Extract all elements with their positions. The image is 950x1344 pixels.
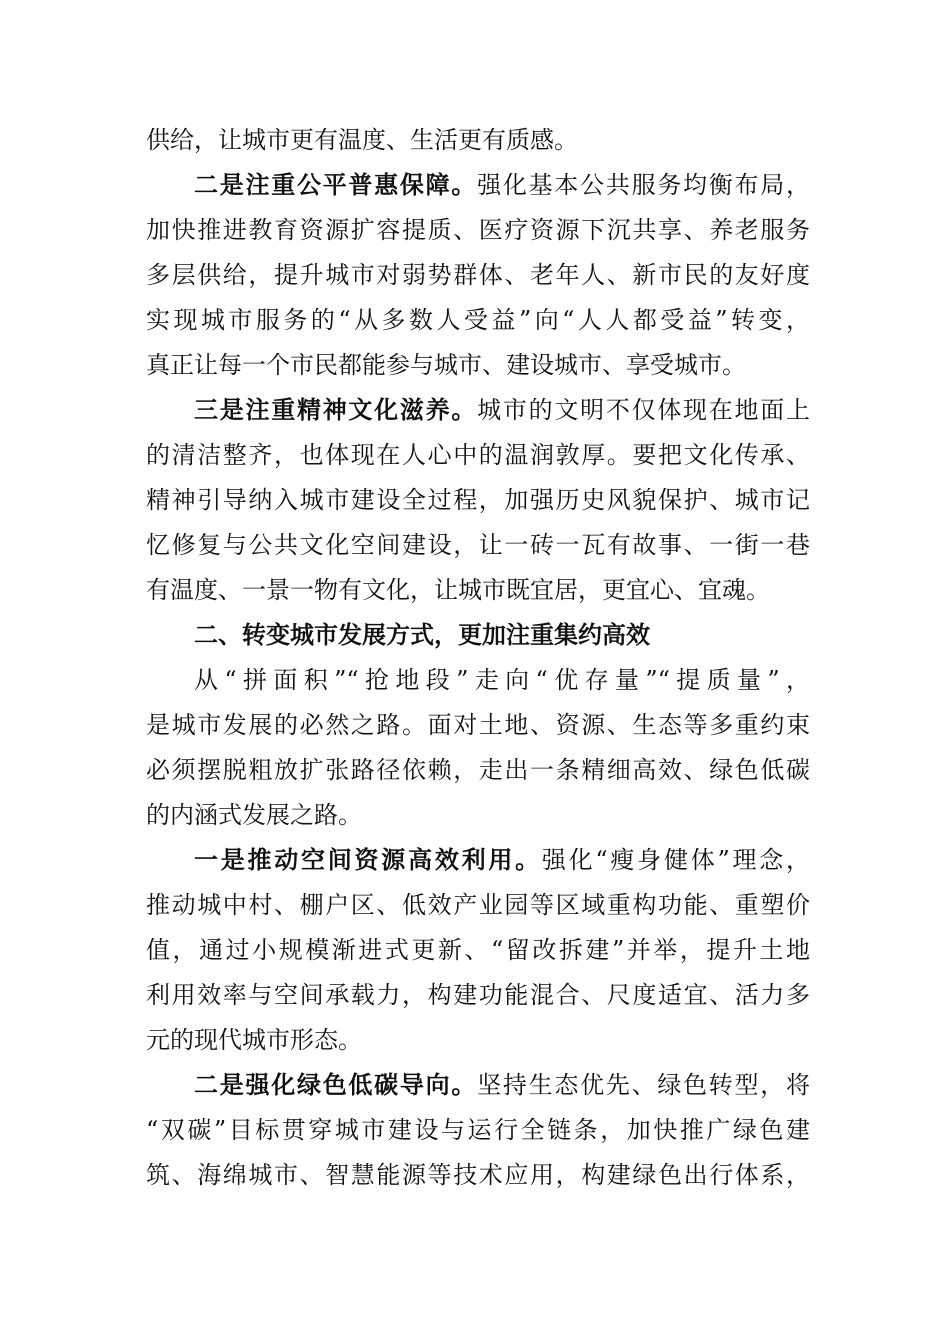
paragraph-line: 的内涵式发展之路。	[146, 801, 362, 829]
paragraph-line: 有温度、一景一物有文化，让城市既宜居，更宜心、宜魂。	[146, 576, 770, 604]
paragraph-line: 元的现代城市形态。	[146, 1026, 362, 1054]
paragraph-first-line: 从“拼面积”“抢地段”走向“优存量”“提质量”，	[194, 666, 810, 694]
paragraph-text: 强化基本公共服务均衡布局，	[477, 171, 810, 199]
paragraph-line: 值，通过小规模渐进式更新、“留改拆建”并举，提升土地	[146, 936, 810, 964]
paragraph-line: “双碳”目标贯穿城市建设与运行全链条，加快推广绿色建	[146, 1116, 810, 1144]
paragraph-line: 必须摆脱粗放扩张路径依赖，走出一条精细高效、绿色低碳	[146, 756, 810, 784]
paragraph-line: 利用效率与空间承载力，构建功能混合、尺度适宜、活力多	[146, 981, 810, 1009]
paragraph-lead: 三是注重精神文化滋养。	[194, 396, 478, 424]
paragraph-lead: 二是注重公平普惠保障。	[194, 171, 478, 199]
paragraph-lead: 一是推动空间资源高效利用。	[194, 846, 542, 874]
paragraph-lead: 二是强化绿色低碳导向。	[194, 1071, 478, 1099]
paragraph-line: 是城市发展的必然之路。面对土地、资源、生态等多重约束	[146, 711, 810, 739]
paragraph-text: 强化“瘦身健体”理念，	[541, 846, 810, 874]
paragraph-line: 多层供给，提升城市对弱势群体、老年人、新市民的友好度	[146, 261, 810, 289]
paragraph-line: 筑、海绵城市、智慧能源等技术应用，构建绿色出行体系，	[146, 1161, 810, 1189]
paragraph-line: 推动城中村、棚户区、低效产业园等区域重构功能、重塑价	[146, 891, 810, 919]
paragraph-text: 城市的文明不仅体现在地面上	[477, 396, 810, 424]
section-heading: 二、转变城市发展方式，更加注重集约高效	[194, 621, 650, 649]
paragraph-line: 真正让每一个市民都能参与城市、建设城市、享受城市。	[146, 351, 746, 379]
paragraph-text: 坚持生态优先、绿色转型，将	[477, 1071, 810, 1099]
paragraph-first-line	[194, 390, 810, 430]
paragraph-first-line	[194, 1065, 810, 1105]
paragraph-line: 忆修复与公共文化空间建设，让一砖一瓦有故事、一街一巷	[146, 531, 810, 559]
paragraph-first-line	[194, 840, 810, 880]
paragraph-line: 的清洁整齐，也体现在人心中的温润敦厚。要把文化传承、	[146, 441, 810, 469]
paragraph-line: 精神引导纳入城市建设全过程，加强历史风貌保护、城市记	[146, 486, 810, 514]
paragraph-line: 加快推进教育资源扩容提质、医疗资源下沉共享、养老服务	[146, 216, 810, 244]
paragraph-line: 供给，让城市更有温度、生活更有质感。	[146, 126, 578, 154]
paragraph-first-line	[194, 165, 810, 205]
paragraph-line: 实现城市服务的“从多数人受益”向“人人都受益”转变，	[146, 306, 810, 334]
